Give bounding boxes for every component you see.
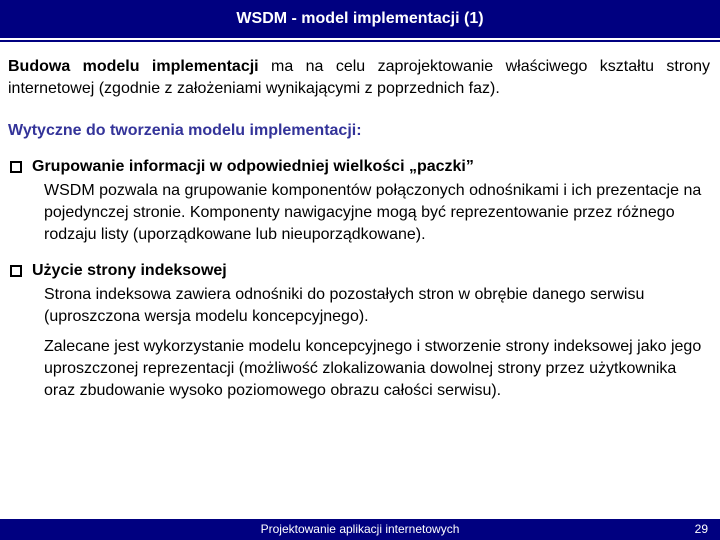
intro-text: ma na celu zaprojektowanie właściwego kształtu strony internetowej (zgodnie z założeniami wynikającymi z poprzednich faz).: [8, 58, 710, 97]
square-bullet-icon: [10, 161, 22, 173]
bullet-paragraph: Zalecane jest wykorzystanie modelu koncepcyjnego i stworzenie strony indeksowej jako jego uproszczonej reprezentacji (możliwość zlokalizowania dowolnej strony przez użytkownika oraz zbudowanie wysoko poziomowego obrazu całości serwisu).: [44, 338, 702, 399]
page-number: 29: [694, 522, 708, 536]
section-heading: Wytyczne do tworzenia modelu implementacji:: [8, 122, 362, 139]
slide-title: WSDM - model implementacji (1): [0, 0, 720, 38]
bullet-grouping: [8, 156, 710, 178]
intro-bold: Budowa modelu implementacji: [8, 58, 259, 75]
slide-content: [8, 56, 710, 402]
bullet-title: Użycie strony indeksowej: [32, 262, 227, 279]
footer-text: Projektowanie aplikacji internetowych: [260, 522, 460, 536]
intro-paragraph: [8, 56, 710, 100]
bullet-paragraph: Strona indeksowa zawiera odnośniki do pozostałych stron w obrębie danego serwisu (uproszczona wersja modelu koncepcyjnego).: [44, 286, 645, 325]
bullet-paragraph: WSDM pozwala na grupowanie komponentów połączonych odnośnikami i ich prezentacje na pojedynczej stronie. Komponenty nawigacyjne mogą być reprezentowanie przez różnego rodzaju listy (uporządkowane lub nieuporządkowane).: [44, 182, 702, 243]
bullet-index-page: [8, 260, 710, 282]
square-bullet-icon: [10, 265, 22, 277]
title-divider: [0, 40, 720, 42]
footer: [0, 519, 720, 540]
bullet-title: Grupowanie informacji w odpowiedniej wielkości „paczki”: [32, 158, 474, 175]
